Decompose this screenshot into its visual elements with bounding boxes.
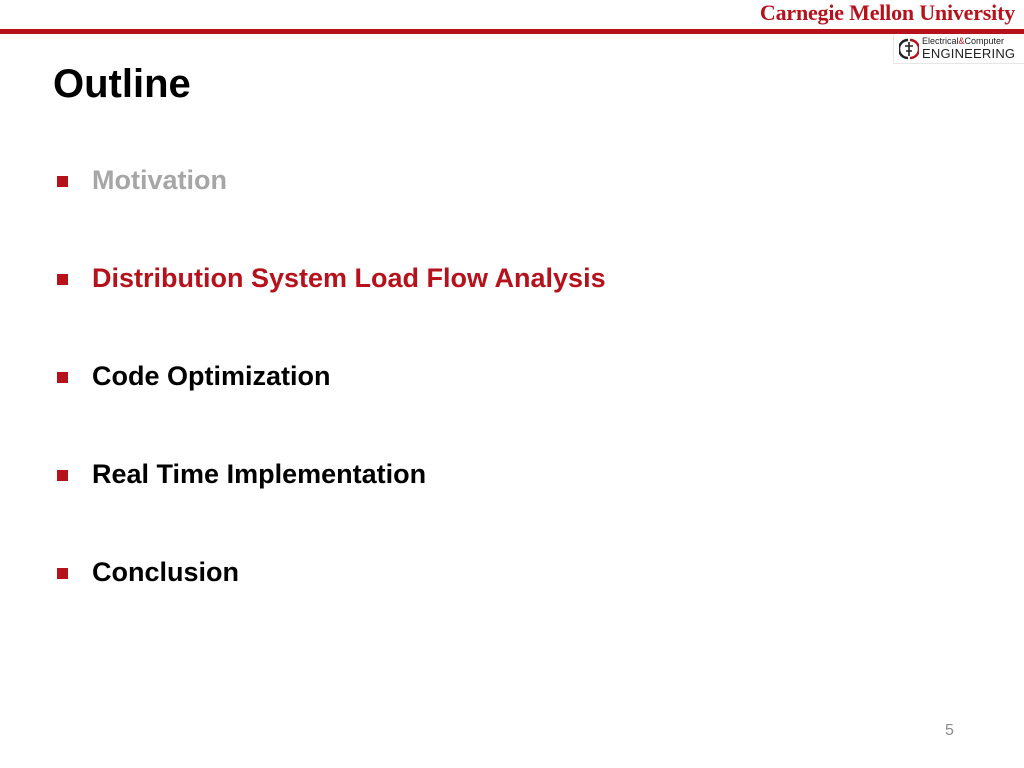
square-bullet-icon — [57, 372, 68, 383]
outline-item-text: Conclusion — [92, 557, 239, 587]
square-bullet-icon — [57, 568, 68, 579]
ece-wordmark-line2: ENGINEERING — [922, 46, 1016, 61]
ece-computer: Computer — [964, 36, 1005, 46]
ece-wordmark-line1 — [922, 37, 1015, 46]
header-rule — [0, 29, 1024, 34]
outline-item-text: Code Optimization — [92, 361, 331, 391]
outline-item — [57, 258, 606, 298]
square-bullet-icon — [57, 176, 68, 187]
ece-logo — [893, 34, 1024, 64]
outline-item — [57, 552, 606, 592]
cmu-wordmark: Carnegie Mellon University — [759, 0, 1015, 25]
ece-electrical: Electrical — [922, 36, 959, 46]
outline-item-text: Real Time Implementation — [92, 459, 427, 489]
outline-item — [57, 356, 606, 396]
outline-item-text: Distribution System Load Flow Analysis — [92, 263, 606, 293]
ece-ampersand: & — [958, 36, 965, 46]
square-bullet-icon — [57, 274, 68, 285]
page-number: 5 — [945, 722, 954, 739]
ece-wordmark — [922, 37, 1015, 60]
outline-item-text: Motivation — [92, 165, 227, 195]
outline-item — [57, 160, 606, 200]
outline-list — [57, 160, 606, 650]
square-bullet-icon — [57, 470, 68, 481]
ece-logo-icon — [899, 38, 919, 60]
outline-item — [57, 454, 606, 494]
slide-title: Outline — [53, 62, 191, 106]
